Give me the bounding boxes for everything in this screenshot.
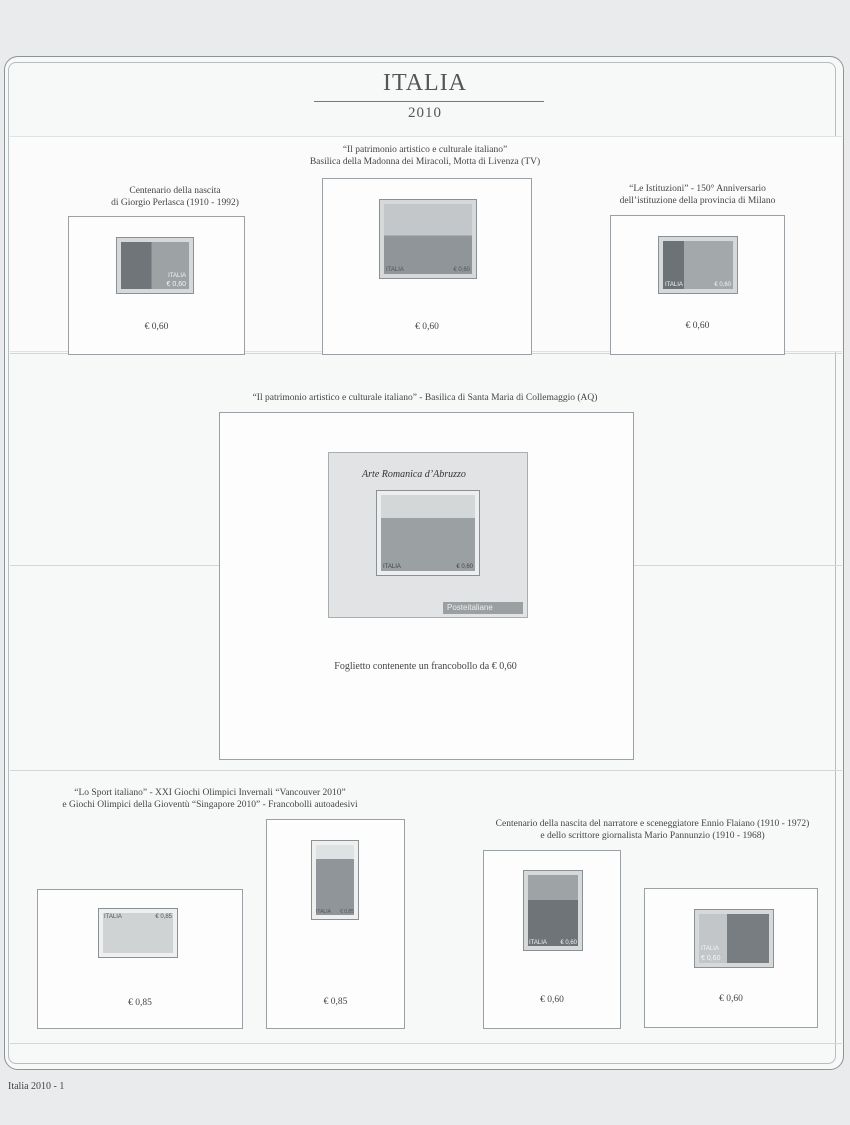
stamp-mount-pannunzio[interactable]: [644, 888, 818, 1028]
stamp-value: € 0,60: [456, 564, 473, 570]
stamp-country: ITALIA: [529, 940, 547, 946]
stamp-value: € 0,60: [701, 955, 721, 962]
stamp-mount-vancouver[interactable]: [37, 889, 243, 1029]
stamp-value: € 0,60: [166, 281, 186, 288]
stamp-country: ITALIA: [701, 946, 719, 952]
stamp-flaiano[interactable]: [523, 870, 583, 951]
provincia-milano-caption: [585, 183, 810, 207]
title-divider: [314, 101, 544, 102]
stamp-country: ITALIA: [386, 267, 404, 273]
page-title: ITALIA: [382, 70, 468, 96]
collemaggio-caption: “Il patrimonio artistico e culturale italiano” - Basilica di Santa Maria di Collemaggio (AQ): [252, 393, 598, 403]
stamp-price: € 0,85: [323, 997, 348, 1007]
stamp-price: € 0,60: [540, 995, 564, 1005]
stamp-mount-flaiano[interactable]: [483, 850, 621, 1029]
caption-line: di Giorgio Perlasca (1910 - 1992): [111, 198, 239, 208]
stamp-image: [384, 204, 472, 274]
flaiano-pannunzio-caption: [480, 818, 825, 842]
caption-line: Basilica della Madonna dei Miracoli, Motta di Livenza (TV): [309, 157, 541, 167]
sport-caption: [30, 787, 390, 811]
caption-line: dell’istituzione della provincia di Milano: [619, 196, 776, 206]
strip-divider: [10, 1043, 842, 1044]
sheetlet-collemaggio[interactable]: [328, 452, 528, 618]
caption-line: “Lo Sport italiano” - XXI Giochi Olimpici Invernali “Vancouver 2010”: [74, 788, 346, 798]
stamp-price: € 0,60: [144, 322, 169, 332]
stamp-vancouver[interactable]: [98, 908, 178, 958]
stamp-provincia-milano[interactable]: [658, 236, 738, 294]
page-year: 2010: [408, 105, 442, 121]
stamp-singapore[interactable]: [311, 840, 359, 920]
madonna-miracoli-caption: [265, 144, 585, 168]
stamp-value: € 0,60: [560, 940, 577, 946]
stamp-value: € 0,60: [453, 267, 470, 273]
stamp-value: € 0,85: [340, 909, 354, 915]
caption-line: “Le Istituzioni” - 150° Anniversario: [629, 184, 766, 194]
stamp-country: ITALIA: [665, 282, 683, 288]
stamp-mount-singapore[interactable]: [266, 819, 405, 1029]
stamp-country: ITALIA: [168, 273, 186, 279]
stamp-madonna-miracoli[interactable]: [379, 199, 477, 279]
stamp-collemaggio[interactable]: [376, 490, 480, 576]
poste-italiane-logo: Posteitaliane: [443, 602, 523, 614]
stamp-mount-madonna-miracoli[interactable]: [322, 178, 532, 355]
caption-line: Centenario della nascita del narratore e sceneggiatore Ennio Flaiano (1910 - 1972): [495, 819, 810, 829]
sheetlet-title: Arte Romanica d’Abruzzo: [362, 469, 466, 480]
stamp-image: [381, 495, 475, 571]
stamp-value: € 0,85: [155, 914, 172, 920]
stamp-country: ITALIA: [383, 564, 401, 570]
stamp-perlasca[interactable]: [116, 237, 194, 294]
caption-line: Centenario della nascita: [129, 186, 221, 196]
stamp-pannunzio[interactable]: [694, 909, 774, 968]
stamp-country: ITALIA: [104, 914, 122, 920]
sheetlet-description: Foglietto contenente un francobollo da € 0,60: [334, 661, 517, 672]
stamp-mount-provincia-milano[interactable]: [610, 215, 785, 355]
stamp-image: [528, 875, 578, 946]
page-footer: Italia 2010 - 1: [8, 1081, 65, 1092]
strip-divider: [10, 770, 842, 771]
stamp-value: € 0,60: [714, 282, 731, 288]
caption-line: “Il patrimonio artistico e culturale italiano”: [342, 145, 508, 155]
stamp-image: [316, 845, 354, 915]
stamp-mount-perlasca[interactable]: [68, 216, 245, 355]
stamp-country: ITALIA: [316, 909, 331, 915]
stamp-price: € 0,60: [415, 322, 439, 332]
stamp-price: € 0,85: [128, 998, 152, 1008]
caption-line: e Giochi Olimpici della Gioventù “Singapore 2010” - Francobolli autoadesivi: [62, 800, 358, 810]
caption-line: e dello scrittore giornalista Mario Pannunzio (1910 - 1968): [540, 831, 765, 841]
stamp-price: € 0,60: [685, 321, 710, 331]
stamp-price: € 0,60: [719, 994, 743, 1004]
perlasca-caption: [60, 185, 290, 209]
